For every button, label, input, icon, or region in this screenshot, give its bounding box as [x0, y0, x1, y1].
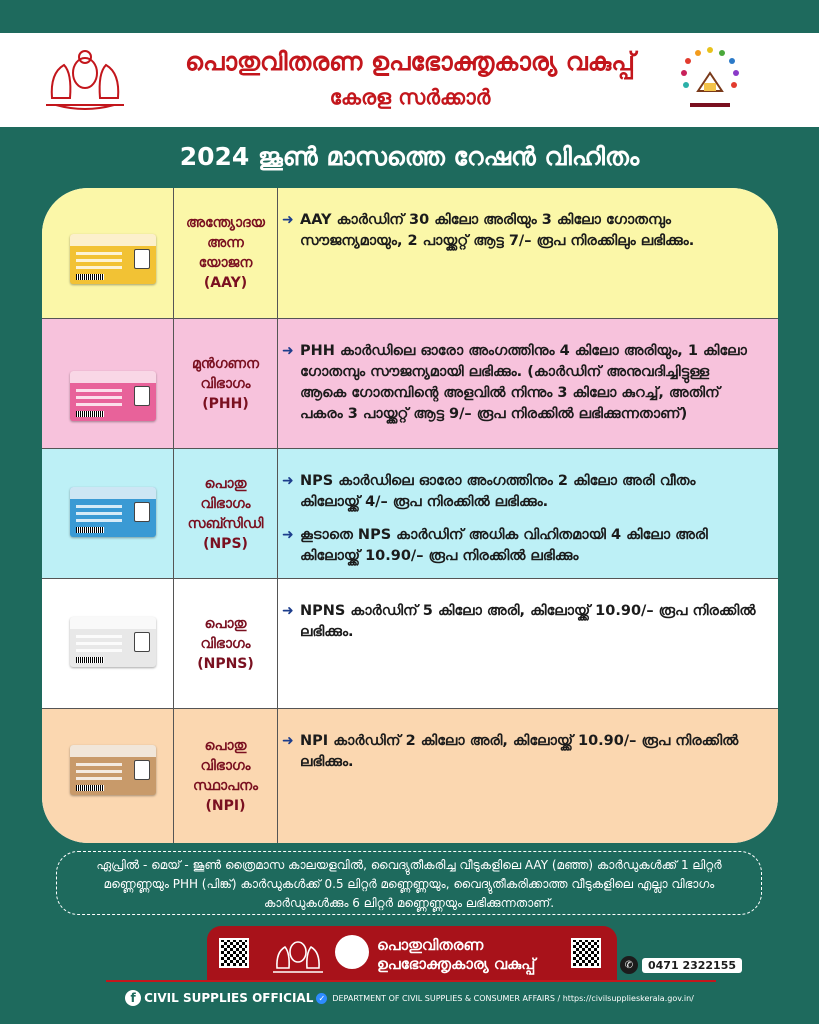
entitlement-point — [282, 471, 760, 513]
ration-card-image — [70, 617, 156, 667]
civil-supplies-logo-icon — [676, 43, 744, 117]
entitlement-point — [282, 210, 760, 252]
footer-bar — [0, 988, 819, 1008]
ration-card-image — [70, 234, 156, 284]
facebook-icon[interactable]: f — [125, 990, 141, 1006]
ration-card-cell — [42, 449, 174, 578]
kerala-emblem-icon — [271, 934, 325, 974]
ration-card-image — [70, 371, 156, 421]
department-website[interactable]: DEPARTMENT OF CIVIL SUPPLIES & CONSUMER AFFAIRS / https://civilsupplieskerala.gov.in/ — [332, 993, 694, 1003]
page-title: 2024 ജൂൺ മാസത്തെ റേഷൻ വിഹിതം — [179, 142, 640, 171]
scheme-name: പൊതു വിഭാഗം സബ്സിഡി (NPS) — [174, 449, 278, 578]
arrow-icon: ➜ — [282, 527, 294, 543]
scheme-name: പൊതു വിഭാഗം സ്ഥാപനം (NPI) — [174, 709, 278, 843]
entitlement-description — [278, 449, 778, 578]
arrow-icon: ➜ — [282, 212, 294, 228]
table-row — [42, 449, 778, 579]
ration-card-cell — [42, 188, 174, 318]
entitlement-text: NPNS കാർഡിന് 5 കിലോ അരി, കിലോയ്ക്ക് 10.90/– രൂപ നിരക്കിൽ ലഭിക്കും. — [300, 603, 756, 640]
entitlement-point — [282, 341, 760, 425]
scheme-name: മുൻഗണന വിഭാഗം (PHH) — [174, 319, 278, 448]
table-row — [42, 319, 778, 449]
entitlement-point — [282, 525, 760, 567]
scheme-name: അന്ത്യോദയ അന്ന യോജന (AAY) — [174, 188, 278, 318]
entitlement-text: NPI കാർഡിന് 2 കിലോ അരി, കിലോയ്ക്ക് 10.90/– രൂപ നിരക്കിൽ ലഭിക്കും. — [300, 733, 739, 770]
kerala-emblem-icon — [42, 43, 128, 113]
banner-title-line1: പൊതുവിതരണ — [377, 936, 484, 954]
entitlement-text: NPS കാർഡിലെ ഓരോ അംഗത്തിനും 2 കിലോ അരി വീതം കിലോയ്ക്ക് 4/– രൂപ നിരക്കിൽ ലഭിക്കും. — [300, 473, 696, 510]
phone-contact — [620, 956, 742, 974]
entitlement-point — [282, 731, 760, 773]
entitlement-text: PHH കാർഡിലെ ഓരോ അംഗത്തിനും 4 കിലോ അരിയും, 1 കിലോ ഗോതമ്പും സൗജന്യമായി ലഭിക്കും. (കാർഡിന് അനുവദിച്ചിട്ടുള്ള ആകെ ഗോതമ്പിന്റെ അളവിൽ നിന്നും 3 കിലോ കുറച്ച്, അതിന് പകരം 3 പായ്ക്കറ്റ് ആട്ട 9/– രൂപ നിരക്കിൽ ലഭിക്കുന്നതാണ്) — [300, 343, 747, 422]
phone-icon: ✆ — [620, 956, 638, 974]
arrow-icon: ➜ — [282, 343, 294, 359]
header — [0, 33, 819, 127]
qr-code-left — [219, 938, 249, 968]
ration-card-cell — [42, 709, 174, 843]
qr-code-right — [571, 938, 601, 968]
scheme-name: പൊതു വിഭാഗം (NPNS) — [174, 579, 278, 708]
ration-card-image — [70, 745, 156, 795]
table-row — [42, 188, 778, 319]
banner-title — [377, 936, 577, 974]
entitlement-description — [278, 579, 778, 708]
arrow-icon: ➜ — [282, 473, 294, 489]
entitlement-description — [278, 709, 778, 843]
table-row — [42, 709, 778, 843]
arrow-icon: ➜ — [282, 733, 294, 749]
entitlement-description — [278, 188, 778, 318]
entitlement-text: കൂടാതെ NPS കാർഡിന് അധിക വിഹിതമായി 4 കിലോ അരി കിലോയ്ക്ക് 10.90/– രൂപ നിരക്കിൽ ലഭിക്കും — [300, 527, 708, 564]
ration-card-cell — [42, 319, 174, 448]
entitlement-description — [278, 319, 778, 448]
verified-icon: ✓ — [316, 993, 327, 1004]
arrow-icon: ➜ — [282, 603, 294, 619]
ration-card-image — [70, 487, 156, 537]
kerosene-note: ഏപ്രിൽ - മെയ് - ജൂൺ ത്രൈമാസ കാലയളവിൽ, വൈദ്യുതീകരിച്ച വീടുകളിലെ AAY (മഞ്ഞ) കാർഡുകൾക്ക് 1 ലിറ്റർ മണ്ണെണ്ണയും PHH (പിങ്ക്) കാർഡുകൾക്ക് 0.5 ലിറ്റർ മണ്ണെണ്ണയും, വൈദ്യുതീകരിക്കാത്ത വീടുകളിലെ എല്ലാ വിഭാഗം കാർഡുകൾക്കും 6 ലിറ്റർ മണ്ണെണ്ണയും ലഭിക്കുന്നതാണ്. — [56, 851, 762, 915]
banner-title-line2: ഉപഭോക്തൃകാര്യ വകുപ്പ് — [377, 955, 536, 973]
ration-table — [42, 188, 778, 843]
ration-card-cell — [42, 579, 174, 708]
footer-banner — [207, 926, 617, 982]
entitlement-point — [282, 601, 760, 643]
government-name: കേരള സർക്കാർ — [329, 85, 491, 109]
phone-number: 0471 2322155 — [642, 958, 742, 973]
entitlement-text: AAY കാർഡിന് 30 കിലോ അരിയും 3 കിലോ ഗോതമ്പും സൗജന്യമായും, 2 പായ്ക്കറ്റ് ആട്ട 7/– രൂപ നിരക്കിലും ലഭിക്കും. — [300, 212, 695, 249]
divider — [106, 980, 716, 982]
civil-supplies-logo-icon — [335, 935, 369, 969]
table-row — [42, 579, 778, 709]
department-title: പൊതുവിതരണ ഉപഭോക്തൃകാര്യ വകുപ്പ് — [185, 47, 635, 76]
social-handle[interactable]: CIVIL SUPPLIES OFFICIAL — [144, 991, 314, 1005]
